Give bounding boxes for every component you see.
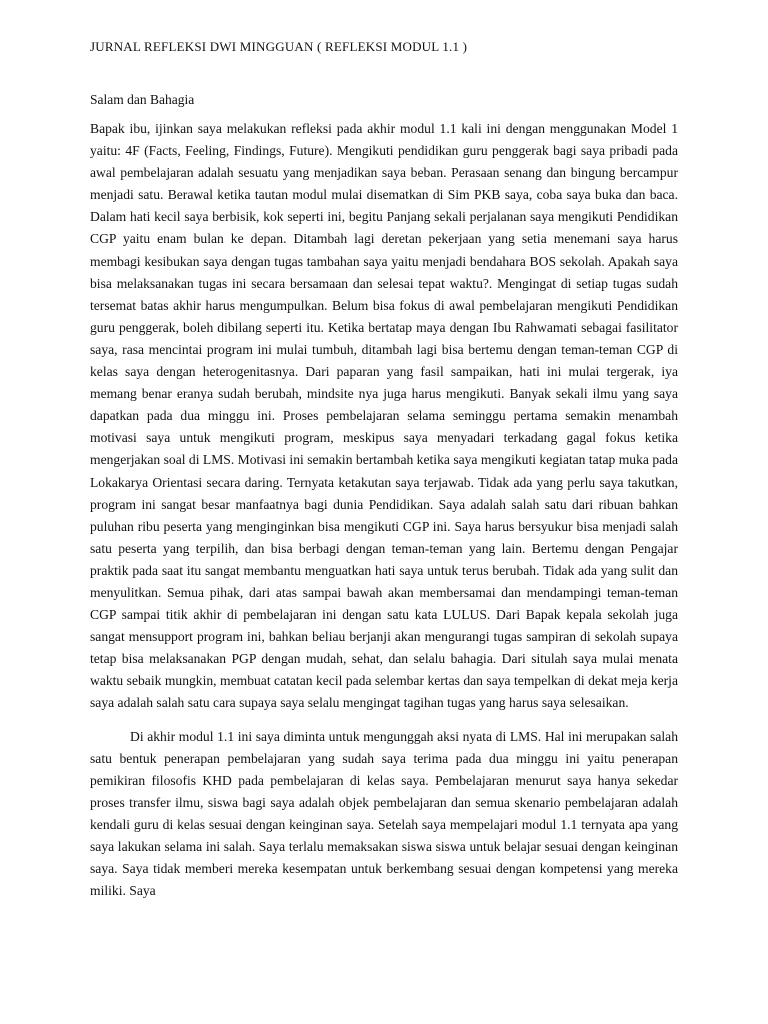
paragraph-reflection-intro: Bapak ibu, ijinkan saya melakukan refleksi pada akhir modul 1.1 kali ini dengan menggunakan Model 1 yaitu: 4F (Facts, Feeling, Findings, Future). Mengikuti pendidikan guru penggerak bagi saya pribadi pada awal pembelajaran adalah sesuatu yang menjadikan saya beban. Perasaan senang dan bingung bercampur menjadi satu. Berawal ketika tautan modul mulai disematkan di Sim PKB saya, coba saya buka dan baca. Dalam hati kecil saya berbisik, kok seperti ini, begitu Panjang sekali perjalanan saya mengikuti Pendidikan CGP yaitu enam bulan ke depan. Ditambah lagi deretan pekerjaan yang setia menemani saya harus membagi kesibukan saya dengan tugas tambahan saya yaitu menjadi bendahara BOS sekolah. Apakah saya bisa melaksanakan tugas ini secara bersamaan dan selesai tepat waktu?. Mengingat di setiap tugas sudah tersemat batas akhir harus mengumpulkan. Belum bisa fokus di awal pembelajaran mengikuti Pendidikan guru penggerak, boleh dibilang seperti itu. Ketika bertatap maya dengan Ibu Rahwamati sebagai fasilitator saya, rasa mencintai program ini mulai tumbuh, ditambah lagi bisa bertemu dengan teman-teman CGP di kelas saya dengan heterogenitasnya. Dari paparan yang fasil sampaikan, hati ini mulai tergerak, iya memang benar eranya sudah berubah, mindsite nya juga harus mengikuti. Banyak sekali ilmu yang saya dapatkan pada dua minggu ini. Proses pembelajaran selama seminggu pertama semakin menambah motivasi saya untuk mengikuti program, meskipus saya menyadari terkadang gagal fokus ketika mengerjakan soal di LMS. Motivasi ini semakin bertambah ketika saya mengikuti kegiatan tatap muka pada Lokakarya Orientasi secara daring. Ternyata ketakutan saya terjawab. Tidak ada yang perlu saya takutkan, program ini sangat besar manfaatnya bagi dunia Pendidikan. Saya adalah salah satu dari ribuan bahkan puluhan ribu peserta yang menginginkan bisa mengikuti CGP ini. Saya harus bersyukur bisa menjadi salah satu peserta yang terpilih, dan bisa berbagi dengan teman-teman yang lain. Bertemu dengan Pengajar praktik pada saat itu sangat membantu menguatkan hati saya untuk terus berubah. Tidak ada yang sulit dan menyulitkan. Semua pihak, dari atas sampai bawah akan membersamai dan mendampingi teman-teman CGP sampai titik akhir di pembelajaran ini dengan satu kata LULUS. Dari Bapak kepala sekolah juga sangat mensupport program ini, bahkan beliau berjanji akan mengurangi tugas sampiran di sekolah supaya tetap bisa melaksanakan PGP dengan mudah, sehat, dan selalu bahagia. Dari situlah saya mulai menata waktu sebaik mungkin, membuat catatan kecil pada selembar kertas dan saya tempelkan di dekat meja kerja saya adalah salah satu cara supaya saya selalu mengingat tagihan tugas yang harus saya selesaikan.: [90, 121, 678, 711]
document-title: JURNAL REFLEKSI DWI MINGGUAN ( REFLEKSI MODUL 1.1 ): [90, 39, 468, 54]
document-body: [90, 118, 678, 902]
paragraph-reflection-action: Di akhir modul 1.1 ini saya diminta untuk mengunggah aksi nyata di LMS. Hal ini merupakan salah satu bentuk penerapan pembelajaran yang sudah saya terima pada dua minggu ini yaitu penerapan pemikiran filosofis KHD pada pembelajaran di kelas saya. Pembelajaran menurut saya hanya sekedar proses transfer ilmu, siswa bagi saya adalah objek pembelajaran dan semua skenario pembelajaran adalah kendali guru di kelas sesuai dengan keinginan saya. Setelah saya mempelajari modul 1.1 ternyata apa yang saya lakukan selama ini salah. Saya terlalu memaksakan siswa siswa untuk belajar sesuai dengan keinginan saya. Saya tidak memberi mereka kesempatan untuk berkembang sesuai dengan kompetensi yang mereka miliki. Saya: [90, 728, 678, 899]
greeting-line: Salam dan Bahagia: [90, 92, 195, 107]
